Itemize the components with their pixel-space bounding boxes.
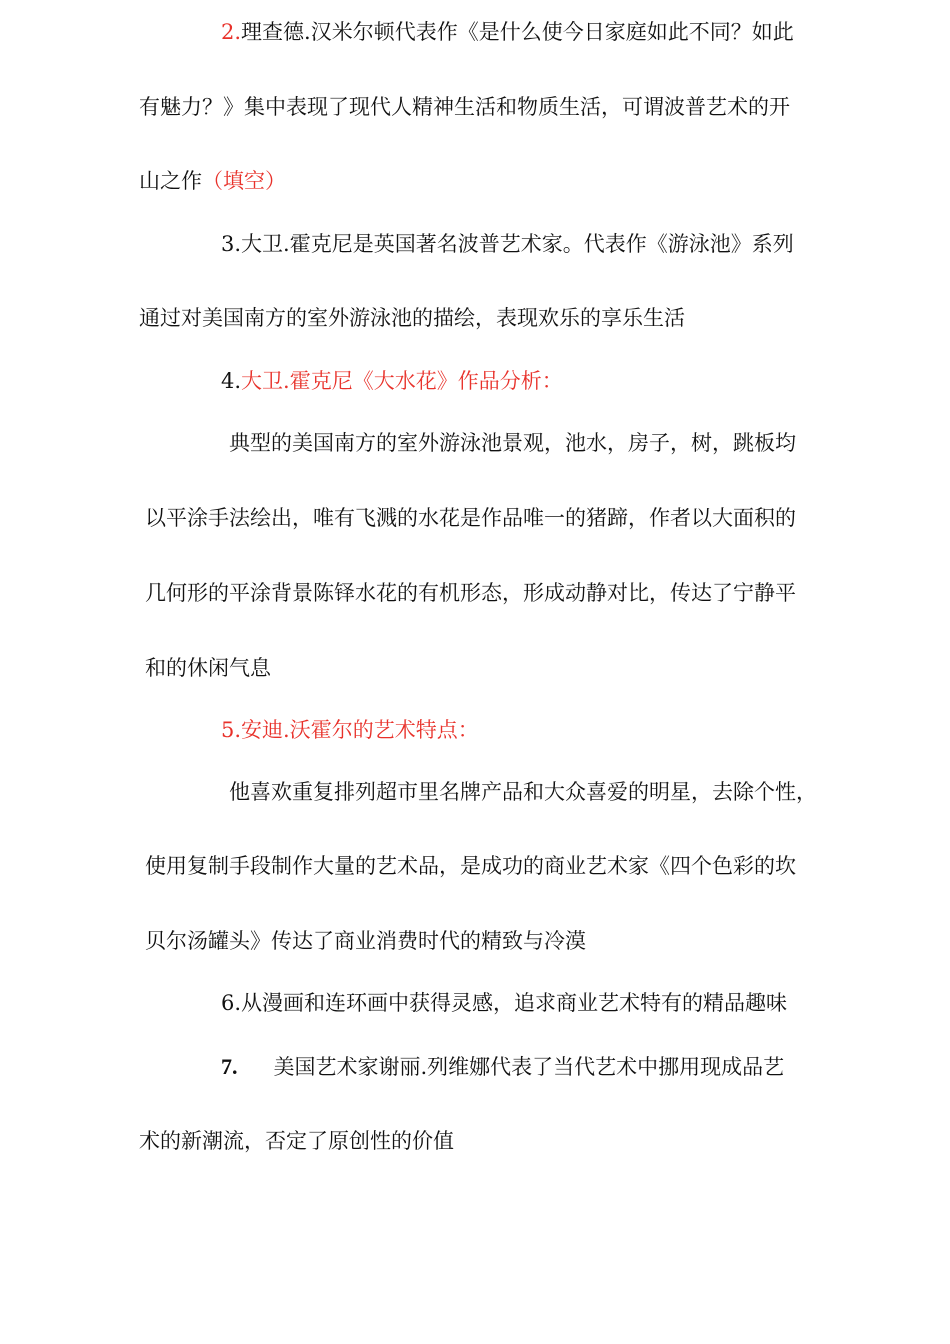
item7-line1	[221, 1052, 784, 1082]
item3-line1: 3.大卫.霍克尼是英国著名波普艺术家。代表作《游泳池》系列	[221, 232, 794, 256]
item4-line1: 典型的美国南方的室外游泳池景观，池水，房子，树，跳板均	[229, 431, 796, 455]
item2-text3: 山之作	[139, 169, 202, 193]
item2-text1: 理查德.汉米尔顿代表作《是什么使今日家庭如此不同？如此	[241, 20, 794, 44]
item4-line4: 和的休闲气息	[145, 656, 271, 680]
item6-line1: 6.从漫画和连环画中获得灵感，追求商业艺术特有的精品趣味	[221, 991, 788, 1015]
item7-text1: 美国艺术家谢丽.列维娜代表了当代艺术中挪用现成品艺	[273, 1055, 785, 1079]
item5-heading: 5.安迪.沃霍尔的艺术特点：	[221, 718, 479, 742]
item7-number: 7.	[221, 1054, 238, 1079]
item4-heading-line	[221, 366, 563, 396]
item2-number: 2.	[221, 20, 242, 44]
item2-line2: 有魅力？》集中表现了现代人精神生活和物质生活，可谓波普艺术的开	[139, 95, 790, 119]
item5-line2: 使用复制手段制作大量的艺术品，是成功的商业艺术家《四个色彩的坎	[145, 854, 796, 878]
item4-line3: 几何形的平涂背景陈铎水花的有机形态，形成动静对比，传达了宁静平	[145, 581, 796, 605]
item3-line2: 通过对美国南方的室外游泳池的描绘，表现欢乐的享乐生活	[139, 306, 685, 330]
item2-line3	[139, 166, 286, 196]
item4-line2: 以平涂手法绘出，唯有飞溅的水花是作品唯一的猪蹄，作者以大面积的	[145, 506, 796, 530]
item5-line1: 他喜欢重复排列超市里名牌产品和大众喜爱的明星，去除个性，	[229, 780, 817, 804]
item4-heading: 大卫.霍克尼《大水花》作品分析：	[241, 369, 563, 393]
item4-number: 4.	[221, 369, 242, 393]
item2-note: （填空）	[202, 169, 286, 193]
item5-line3: 贝尔汤罐头》传达了商业消费时代的精致与冷漠	[145, 929, 586, 953]
item7-line2: 术的新潮流，否定了原创性的价值	[139, 1129, 454, 1153]
item2-line1	[221, 17, 794, 47]
